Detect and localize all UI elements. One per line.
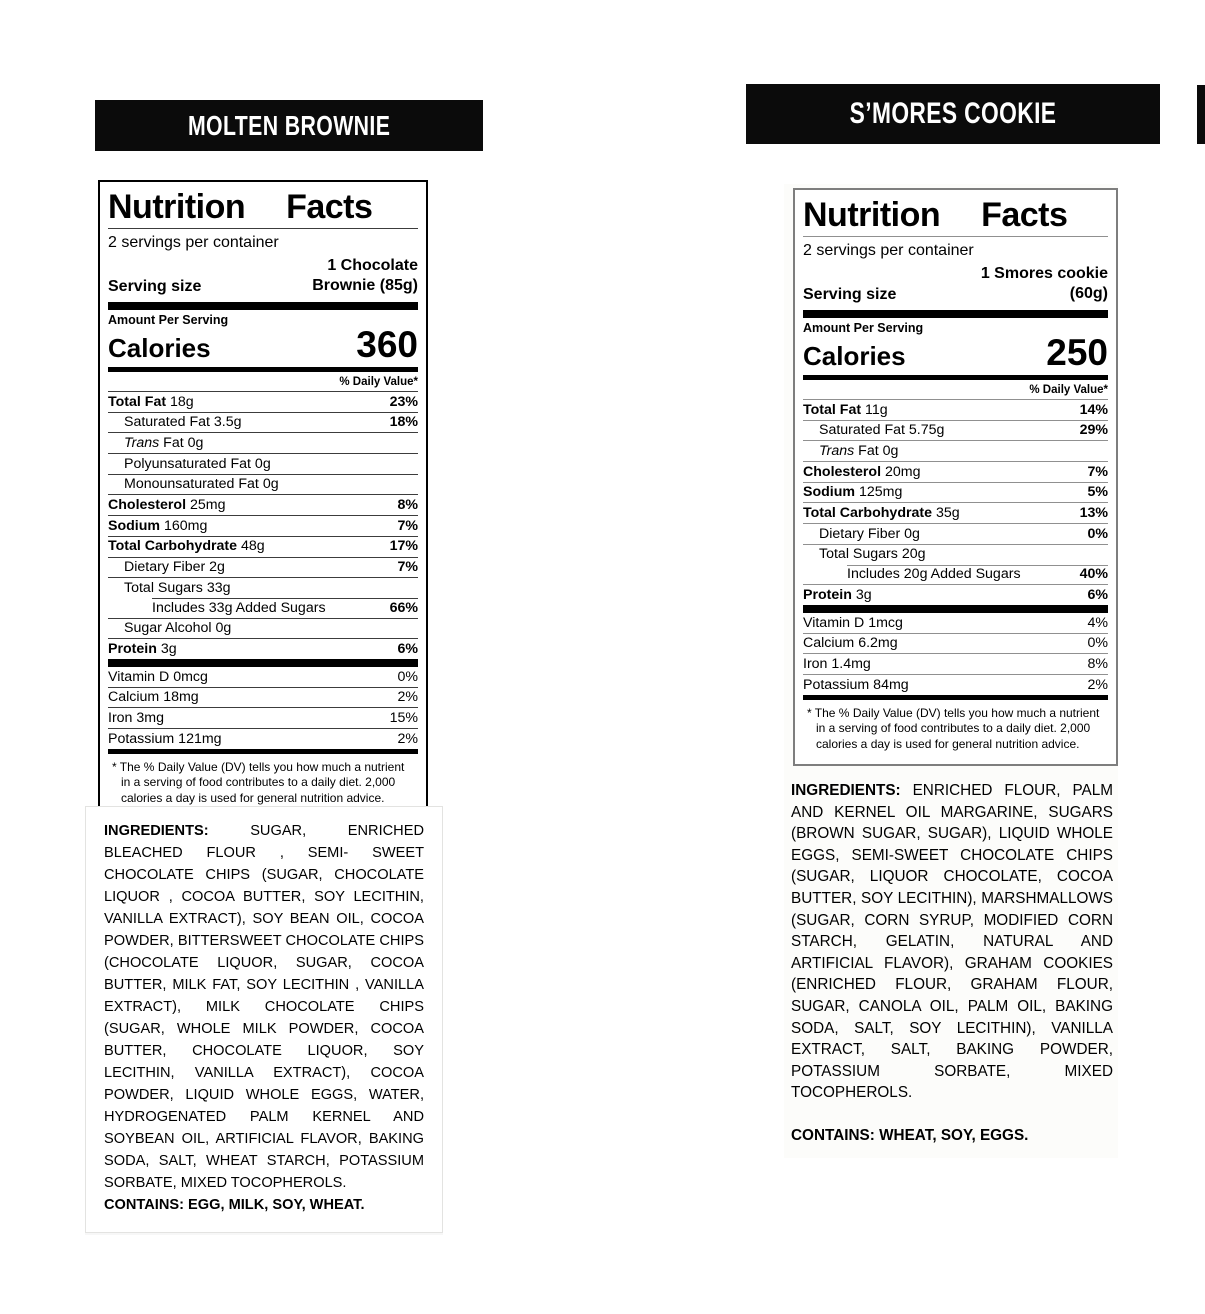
thick-rule xyxy=(108,302,418,310)
nutrient-row-cholesterol xyxy=(803,461,1108,482)
servings-per-container: 2 servings per container xyxy=(108,234,279,252)
nutrient-name-amount: Dietary Fiber 0g xyxy=(819,525,920,542)
nutrient-name-amount: Total Carbohydrate 35g xyxy=(803,505,960,522)
contains-statement: CONTAINS: EGG, MILK, SOY, WHEAT. xyxy=(104,1197,365,1213)
nutrition-facts-title: Nutrition Facts xyxy=(803,197,1108,237)
nutrient-daily-value: 7% xyxy=(397,559,418,576)
nutrient-daily-value: 23% xyxy=(389,393,418,410)
calories-row xyxy=(803,332,1108,375)
nutrient-daily-value: 6% xyxy=(1087,586,1108,603)
nutrient-daily-value: 66% xyxy=(389,599,418,616)
nutrient-daily-value: 2% xyxy=(397,689,418,706)
nutrient-name-amount: Vitamin D 1mcg xyxy=(803,614,903,631)
thick-rule xyxy=(803,605,1108,613)
nutrient-name-amount: Calcium 18mg xyxy=(108,689,199,706)
nutrient-row-total-sugars xyxy=(803,544,1108,565)
nutrient-row-total-fat xyxy=(803,400,1108,420)
micronutrient-rows xyxy=(108,667,418,749)
nutrient-daily-value: 29% xyxy=(1079,422,1108,439)
nutrient-name-amount: Dietary Fiber 2g xyxy=(124,559,225,576)
nutrient-row-iron xyxy=(803,653,1108,674)
nutrient-row-vitamin-d xyxy=(803,613,1108,633)
daily-value-footnote: * The % Daily Value (DV) tells you how much a nutrient in a serving of food contributes to a daily diet. 2,000 calories a day is used for general nutrition advice. xyxy=(807,705,1100,751)
nutrient-name-amount: Potassium 121mg xyxy=(108,730,222,747)
nutrient-name-amount: Sodium 125mg xyxy=(803,484,903,501)
nutrient-rows xyxy=(803,400,1108,605)
nutrient-name-amount: Total Carbohydrate 48g xyxy=(108,538,265,555)
nutrient-row-includes-20g-added-sugars xyxy=(803,565,1108,585)
nutrient-row-potassium xyxy=(108,728,418,749)
nutrient-row-calcium xyxy=(803,633,1108,654)
nutrition-facts-panel-smores-cookie xyxy=(793,188,1118,766)
daily-value-header: % Daily Value* xyxy=(108,372,418,392)
nutrient-row-calcium xyxy=(108,687,418,708)
nutrient-name-amount: Iron 3mg xyxy=(108,709,164,726)
nutrient-daily-value: 0% xyxy=(397,668,418,685)
nutrient-name-amount: Vitamin D 0mcg xyxy=(108,668,208,685)
serving-size-label: Serving size xyxy=(803,286,897,304)
calories-row xyxy=(108,324,418,367)
nutrient-daily-value: 7% xyxy=(1087,463,1108,480)
nutrient-daily-value: 17% xyxy=(389,538,418,555)
nutrient-row-polyunsaturated-fat xyxy=(108,453,418,474)
calories-label: Calories xyxy=(803,341,906,372)
nutrient-name-amount: Protein 3g xyxy=(803,586,872,603)
nutrient-daily-value: 5% xyxy=(1087,484,1108,501)
servings-per-container: 2 servings per container xyxy=(803,242,974,260)
nutrient-name-amount: Trans Fat 0g xyxy=(124,435,204,451)
nutrient-row-fat xyxy=(803,440,1108,461)
nutrient-name-amount: Polyunsaturated Fat 0g xyxy=(124,455,271,472)
nutrient-row-dietary-fiber xyxy=(803,523,1108,544)
nutrient-name-amount: Sodium 160mg xyxy=(108,517,208,534)
nutrient-daily-value: 18% xyxy=(389,414,418,431)
nutrient-daily-value: 8% xyxy=(1087,655,1108,672)
calories-label: Calories xyxy=(108,333,211,364)
nutrient-daily-value: 40% xyxy=(1079,566,1108,583)
nutrient-name-amount: Saturated Fat 3.5g xyxy=(124,414,242,431)
ingredients-text: ENRICHED FLOUR, PALM AND KERNEL OIL MARGARINE, SUGARS (BROWN SUGAR, SUGAR), LIQUID WHOLE EGGS, SEMI-SWEET CHOCOLATE CHIPS (SUGAR, LIQUOR CHOCOLATE, COCOA BUTTER, SOY LECITHIN), MARSHMALLOWS (SUGAR, CORN SYRUP, MODIFIED CORN STARCH, GELATIN, NATURAL AND ARTIFICIAL FLAVOR), GRAHAM COOKIES (ENRICHED FLOUR, GRAHAM FLOUR, SUGAR, CANOLA OIL, PALM OIL, BAKING SODA, SALT, SOY LECITHIN), VANILLA EXTRACT, SALT, BAKING POWDER, POTASSIUM SORBATE, MIXED TOCOPHEROLS. xyxy=(791,782,1113,1102)
nutrient-row-vitamin-d xyxy=(108,667,418,687)
ingredients-paragraph xyxy=(791,780,1113,1104)
nutrient-row-total-fat xyxy=(108,392,418,412)
serving-size-value: 1 Smores cookie (60g) xyxy=(980,265,1108,303)
ingredients-block-smores-cookie xyxy=(791,780,1113,1147)
nutrient-row-dietary-fiber xyxy=(108,557,418,578)
amount-per-serving-label: Amount Per Serving xyxy=(108,313,229,328)
nutrient-daily-value: 0% xyxy=(1087,525,1108,542)
nutrient-daily-value: 8% xyxy=(397,497,418,514)
product-header-label: S’MORES COOKIE xyxy=(849,97,1057,130)
product-header-smores-cookie xyxy=(746,84,1160,144)
ingredients-text: SUGAR, ENRICHED BLEACHED FLOUR , SEMI- SWEET CHOCOLATE CHIPS (SUGAR, CHOCOLATE LIQUOR , COCOA BUTTER, SOY LECITHIN, VANILLA EXTRACT), SOY BEAN OIL, COCOA POWDER, BITTERSWEET CHOCOLATE CHIPS (CHOCOLATE LIQUOR, SUGAR, COCOA BUTTER, MILK FAT, SOY LECITHIN , VANILLA EXTRACT), MILK CHOCOLATE CHIPS (SUGAR, WHOLE MILK POWDER, COCOA BUTTER, CHOCOLATE LIQUOR, SOY LECITHIN, VANILLA EXTRACT), COCOA POWDER, LIQUID WHOLE EGGS, WATER, HYDROGENATED PALM KERNEL AND SOYBEAN OIL, ARTIFICIAL FLAVOR, BAKING SODA, SALT, WHEAT STARCH, POTASSIUM SORBATE, MIXED TOCOPHEROLS. xyxy=(104,823,424,1191)
ingredients-paragraph xyxy=(104,820,424,1194)
micronutrient-rows xyxy=(803,613,1108,695)
nutrient-row-sodium xyxy=(108,515,418,536)
nutrient-daily-value: 4% xyxy=(1087,614,1108,631)
nutrient-row-monounsaturated-fat xyxy=(108,474,418,495)
nutrient-daily-value: 0% xyxy=(1087,635,1108,652)
nutrient-name-amount: Iron 1.4mg xyxy=(803,655,871,672)
nutrient-row-cholesterol xyxy=(108,494,418,515)
serving-size-row xyxy=(803,262,1108,310)
nutrient-name-amount: Sugar Alcohol 0g xyxy=(124,620,232,637)
nutrient-row-total-carbohydrate xyxy=(803,502,1108,523)
nutrient-name-amount: Total Sugars 33g xyxy=(124,579,231,596)
nutrient-daily-value: 7% xyxy=(397,517,418,534)
nutrition-facts-title: Nutrition Facts xyxy=(108,189,418,229)
nutrient-row-saturated-fat xyxy=(108,412,418,433)
amount-per-serving-label: Amount Per Serving xyxy=(803,321,924,336)
nutrient-name-amount: Monounsaturated Fat 0g xyxy=(124,476,279,493)
nutrient-row-iron xyxy=(108,707,418,728)
nutrient-name-amount: Saturated Fat 5.75g xyxy=(819,422,945,439)
ingredients-label: INGREDIENTS: xyxy=(104,823,209,839)
product-header-label: MOLTEN BROWNIE xyxy=(187,109,391,141)
nutrient-name-amount: Total Fat 11g xyxy=(803,401,888,418)
calories-value: 250 xyxy=(1046,332,1108,374)
nutrient-name-amount: Total Sugars 20g xyxy=(819,546,926,563)
nutrient-row-sodium xyxy=(803,482,1108,503)
nutrient-row-total-carbohydrate xyxy=(108,536,418,557)
nutrient-row-sugar-alcohol xyxy=(108,618,418,639)
nutrient-name-amount: Cholesterol 20mg xyxy=(803,463,921,480)
nutrient-name-amount: Trans Fat 0g xyxy=(819,443,899,459)
nutrient-name-amount: Includes 33g Added Sugars xyxy=(152,599,326,616)
nutrient-row-fat xyxy=(108,432,418,453)
serving-size-label: Serving size xyxy=(108,278,202,296)
nutrient-name-amount: Calcium 6.2mg xyxy=(803,635,898,652)
nutrient-row-protein xyxy=(803,584,1108,605)
nutrient-row-total-sugars xyxy=(108,577,418,598)
serving-size-value: 1 Chocolate Brownie (85g) xyxy=(312,257,418,295)
nutrient-row-saturated-fat xyxy=(803,420,1108,441)
product-header-molten-brownie xyxy=(95,100,483,151)
nutrient-row-includes-33g-added-sugars xyxy=(108,598,418,618)
thick-rule xyxy=(803,310,1108,318)
nutrient-daily-value: 14% xyxy=(1079,401,1108,418)
nutrient-daily-value: 15% xyxy=(389,709,418,726)
nutrient-daily-value: 13% xyxy=(1079,505,1108,522)
nutrient-name-amount: Potassium 84mg xyxy=(803,676,909,693)
nutrient-row-potassium xyxy=(803,674,1108,695)
contains-statement: CONTAINS: WHEAT, SOY, EGGS. xyxy=(791,1126,1029,1144)
ingredients-box-molten-brownie xyxy=(85,806,443,1233)
daily-value-header: % Daily Value* xyxy=(803,380,1108,400)
nutrient-name-amount: Cholesterol 25mg xyxy=(108,497,226,514)
nutrient-name-amount: Protein 3g xyxy=(108,640,177,657)
nutrient-name-amount: Includes 20g Added Sugars xyxy=(847,566,1021,583)
calories-value: 360 xyxy=(356,324,418,366)
serving-size-row xyxy=(108,254,418,302)
daily-value-footnote: * The % Daily Value (DV) tells you how much a nutrient in a serving of food contributes to a daily diet. 2,000 calories a day is used for general nutrition advice. xyxy=(112,759,405,805)
adjacent-label-edge xyxy=(1197,85,1205,144)
nutrition-facts-panel-molten-brownie xyxy=(98,180,428,819)
ingredients-label: INGREDIENTS: xyxy=(791,782,901,799)
thick-rule xyxy=(108,659,418,667)
nutrient-name-amount: Total Fat 18g xyxy=(108,393,194,410)
nutrient-rows xyxy=(108,392,418,659)
nutrient-daily-value: 6% xyxy=(397,640,418,657)
nutrient-daily-value: 2% xyxy=(1087,676,1108,693)
nutrient-daily-value: 2% xyxy=(397,730,418,747)
nutrient-row-protein xyxy=(108,638,418,659)
